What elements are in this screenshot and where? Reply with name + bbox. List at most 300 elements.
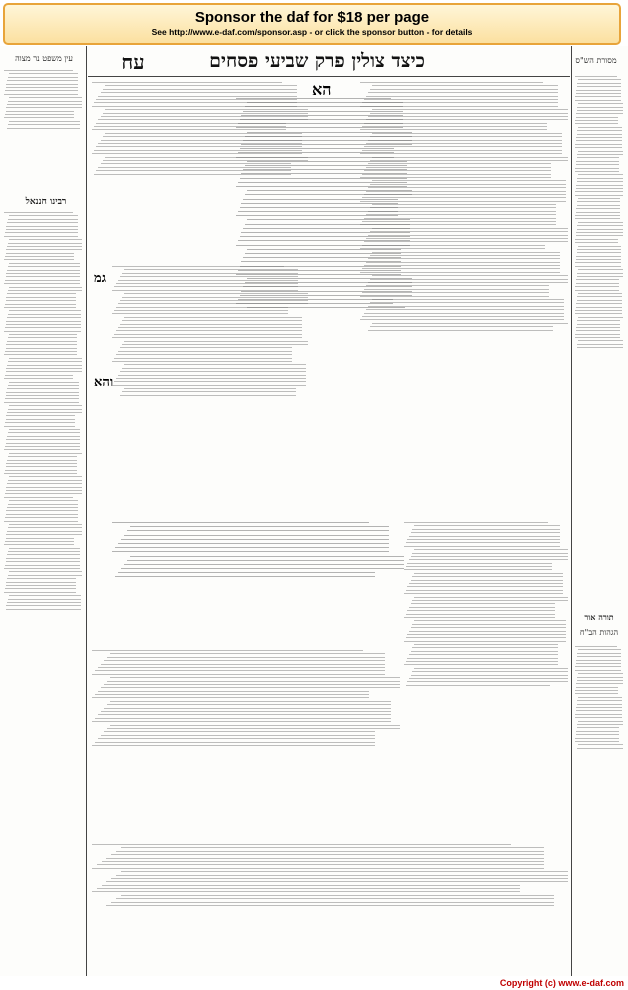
text-line (9, 500, 78, 501)
text-line (241, 203, 398, 204)
text-line (106, 881, 568, 882)
text-line (4, 117, 74, 118)
text-line (576, 93, 621, 94)
text-line (8, 599, 81, 600)
text-line (412, 647, 558, 648)
text-line (575, 738, 619, 739)
text-line (236, 157, 394, 158)
text-line (121, 871, 568, 872)
text-line (245, 165, 407, 166)
text-line (111, 854, 544, 855)
text-line (576, 683, 623, 684)
text-line (6, 276, 80, 277)
text-line (409, 583, 563, 584)
text-line (409, 607, 555, 608)
text-line (575, 646, 617, 647)
text-line (6, 344, 77, 345)
text-line (238, 299, 393, 300)
text-line (6, 300, 76, 301)
text-line (577, 296, 622, 297)
text-line (98, 96, 297, 97)
text-line (110, 653, 384, 654)
text-line (404, 641, 566, 642)
text-line (576, 687, 618, 688)
copyright-notice[interactable]: Copyright (c) www.e-daf.com (499, 978, 624, 988)
text-line (8, 124, 80, 125)
text-line (4, 378, 73, 379)
text-line (6, 392, 79, 393)
text-line (247, 219, 411, 220)
text-line (104, 660, 384, 661)
text-line (104, 684, 400, 685)
text-line (103, 89, 297, 90)
text-line (370, 89, 557, 90)
text-line (5, 114, 74, 115)
text-line (407, 586, 563, 587)
text-line (575, 337, 620, 338)
text-line (414, 620, 567, 621)
text-line (245, 253, 402, 254)
text-line (92, 674, 385, 675)
text-line (4, 259, 74, 260)
text-line (124, 564, 404, 565)
text-line (124, 535, 390, 536)
text-line (127, 530, 390, 531)
text-line (575, 191, 622, 192)
text-line (236, 274, 401, 275)
text-line (6, 371, 82, 372)
text-line (576, 307, 622, 308)
text-line (112, 522, 369, 523)
text-line (106, 905, 553, 906)
text-line (245, 194, 412, 195)
text-line (6, 84, 78, 85)
text-line (578, 151, 623, 152)
text-line (407, 563, 551, 564)
text-line (9, 97, 82, 98)
text-line (243, 286, 412, 287)
text-line (6, 253, 75, 254)
text-line (577, 181, 623, 182)
text-line (575, 96, 620, 97)
text-line (6, 561, 80, 562)
text-line (576, 256, 621, 257)
text-line (406, 661, 559, 662)
rashi-lower (404, 522, 568, 838)
text-line (4, 354, 77, 355)
text-line (575, 690, 618, 691)
text-line (406, 542, 560, 543)
text-line (576, 90, 620, 91)
text-line (9, 405, 82, 406)
text-line (110, 725, 400, 726)
text-line (6, 368, 82, 369)
sponsor-banner-subtitle[interactable]: See http://www.e-daf.com/sponsor.asp - or click the sponsor button - for details (151, 27, 473, 37)
text-line (575, 290, 619, 291)
text-line (9, 334, 78, 335)
text-line (577, 748, 622, 749)
text-line (104, 731, 375, 732)
text-line (578, 269, 623, 270)
text-line (577, 154, 623, 155)
text-line (5, 493, 82, 494)
text-line (578, 673, 623, 674)
text-line (4, 236, 78, 237)
text-line (247, 102, 404, 103)
text-line (243, 257, 401, 258)
text-line (575, 218, 620, 219)
text-line (7, 293, 76, 294)
gemara-wide-text (112, 522, 404, 644)
text-line (6, 348, 78, 349)
text-line (7, 578, 76, 579)
text-line (8, 385, 79, 386)
text-line (575, 100, 621, 101)
text-line (7, 507, 78, 508)
text-line (414, 597, 568, 598)
text-line (6, 558, 79, 559)
text-line (7, 246, 82, 247)
text-line (241, 144, 412, 145)
text-line (6, 273, 79, 274)
text-line (575, 262, 621, 263)
sponsor-banner-title: Sponsor the daf for $18 per page (194, 9, 430, 26)
text-line (243, 228, 410, 229)
text-line (577, 727, 619, 728)
text-line (8, 432, 81, 433)
text-line (360, 82, 543, 83)
text-line (414, 525, 560, 526)
text-line (92, 868, 544, 869)
text-line (6, 514, 79, 515)
text-line (575, 670, 621, 671)
text-line (105, 85, 297, 86)
text-line (111, 878, 568, 879)
text-line (575, 693, 618, 694)
text-line (411, 675, 568, 676)
text-line (121, 568, 404, 569)
text-line (6, 226, 78, 227)
text-line (406, 590, 563, 591)
text-line (7, 531, 82, 532)
text-line (236, 186, 407, 187)
text-line (101, 711, 391, 712)
hagahot-label: הגהות הב"ח (579, 628, 619, 637)
text-line (4, 212, 73, 213)
text-line (577, 252, 621, 253)
text-line (118, 572, 375, 573)
sponsor-banner[interactable] (3, 3, 621, 45)
text-line (5, 351, 78, 352)
text-line (8, 337, 77, 338)
text-line (6, 585, 76, 586)
text-line (118, 543, 390, 544)
margin-rule-left (86, 46, 87, 976)
text-line (101, 687, 400, 688)
text-line (5, 565, 80, 566)
text-line (4, 544, 74, 545)
text-line (102, 885, 521, 886)
text-line (238, 123, 403, 124)
text-line (236, 303, 393, 304)
text-line (240, 178, 407, 179)
text-line (101, 92, 298, 93)
text-line (130, 556, 404, 557)
rabbeinu-chananel-column (4, 212, 82, 972)
text-line (576, 185, 622, 186)
text-line (115, 547, 389, 548)
text-line (576, 710, 622, 711)
text-line (241, 115, 403, 116)
text-line (575, 76, 617, 77)
text-line (9, 215, 78, 216)
text-line (112, 551, 389, 552)
text-line (575, 310, 622, 311)
text-line (578, 649, 621, 650)
text-line (577, 205, 620, 206)
text-line (7, 365, 82, 366)
text-line (95, 718, 391, 719)
text-line (6, 466, 77, 467)
text-line (6, 419, 75, 420)
text-line (412, 624, 566, 625)
gemara-main-text (236, 98, 412, 518)
text-line (111, 902, 554, 903)
text-line (6, 582, 75, 583)
text-line (577, 344, 623, 345)
text-line (8, 504, 78, 505)
text-line (9, 287, 82, 288)
text-line (6, 538, 75, 539)
text-line (578, 246, 621, 247)
text-line (98, 738, 375, 739)
text-line (241, 232, 410, 233)
ein-mishpat-column (4, 70, 82, 190)
text-line (101, 664, 384, 665)
text-line (578, 744, 623, 745)
text-line (9, 453, 82, 454)
text-line (411, 603, 555, 604)
text-line (409, 536, 560, 537)
text-line (7, 222, 78, 223)
text-line (575, 717, 622, 718)
text-line (4, 449, 80, 450)
text-line (5, 375, 74, 376)
text-line (8, 314, 81, 315)
text-line (247, 307, 405, 308)
text-line (576, 117, 618, 118)
text-line (106, 858, 544, 859)
text-line (5, 588, 76, 589)
text-line (578, 103, 623, 104)
text-line (578, 721, 623, 722)
text-line (6, 490, 82, 491)
text-line (6, 321, 81, 322)
text-line (6, 534, 82, 535)
ein-mishpat-heading: עין משפט נר מצוה (15, 54, 73, 63)
text-line (101, 735, 375, 736)
text-line (115, 576, 375, 577)
text-line (8, 101, 82, 102)
text-line (577, 680, 623, 681)
text-line (6, 324, 82, 325)
commentary-footer (92, 844, 568, 970)
text-line (247, 132, 412, 133)
text-line (9, 571, 82, 572)
text-line (577, 130, 621, 131)
text-line (9, 263, 80, 264)
talmud-page-scan (0, 46, 628, 976)
text-line (407, 681, 568, 682)
text-line (407, 610, 555, 611)
text-line (577, 320, 619, 321)
text-line (411, 556, 568, 557)
text-line (5, 327, 81, 328)
text-line (578, 317, 623, 318)
hagahot-column (575, 646, 623, 846)
text-line (5, 422, 75, 423)
text-line (243, 111, 403, 112)
text-line (6, 510, 78, 511)
text-line (127, 560, 404, 561)
text-line (92, 82, 282, 83)
text-line (6, 443, 81, 444)
text-line (7, 436, 80, 437)
text-line (92, 721, 391, 722)
text-line (6, 395, 79, 396)
text-line (404, 593, 563, 594)
daf-number: עח (121, 50, 145, 74)
text-line (97, 864, 544, 865)
text-line (406, 637, 567, 638)
text-line (576, 137, 621, 138)
text-line (236, 215, 398, 216)
text-line (8, 219, 78, 220)
text-line (577, 110, 623, 111)
text-line (407, 658, 558, 659)
tosafot-bottom (92, 650, 400, 836)
text-line (576, 161, 619, 162)
text-line (107, 728, 400, 729)
text-line (575, 168, 619, 169)
text-line (98, 714, 391, 715)
text-line (578, 198, 620, 199)
text-line (578, 222, 623, 223)
text-line (404, 522, 548, 523)
text-line (404, 664, 558, 665)
text-line (576, 707, 621, 708)
text-line (4, 307, 76, 308)
text-line (8, 527, 82, 528)
text-line (8, 456, 77, 457)
text-line (9, 476, 82, 477)
section-word-gemara: גמ (94, 271, 106, 286)
text-line (576, 259, 621, 260)
text-line (5, 470, 77, 471)
text-line (407, 539, 560, 540)
margin-rule-right (571, 46, 572, 976)
text-line (6, 463, 76, 464)
text-line (575, 147, 622, 148)
text-line (236, 98, 391, 99)
text-line (577, 700, 621, 701)
text-line (7, 270, 80, 271)
text-line (6, 605, 81, 606)
text-line (576, 279, 618, 280)
text-line (7, 317, 81, 318)
text-line (577, 276, 623, 277)
text-line (577, 704, 622, 705)
text-line (92, 650, 363, 651)
text-line (9, 524, 82, 525)
text-line (4, 402, 79, 403)
text-line (404, 617, 555, 618)
text-line (5, 280, 80, 281)
text-line (110, 677, 400, 678)
text-line (5, 256, 74, 257)
text-line (107, 681, 400, 682)
text-line (236, 245, 410, 246)
text-line (576, 113, 623, 114)
text-line (577, 249, 621, 250)
text-line (95, 670, 385, 671)
text-line (247, 249, 402, 250)
text-line (414, 573, 563, 574)
text-line (368, 92, 557, 93)
torah-or-label: תורה אור (584, 612, 614, 622)
text-line (5, 541, 74, 542)
text-line (7, 128, 80, 129)
text-line (243, 199, 398, 200)
text-line (7, 483, 82, 484)
text-line (577, 134, 622, 135)
text-line (238, 152, 395, 153)
text-line (92, 697, 369, 698)
text-line (4, 94, 78, 95)
text-line (240, 266, 402, 267)
text-line (577, 201, 620, 202)
text-line (4, 568, 80, 569)
text-line (8, 266, 80, 267)
text-line (577, 653, 620, 654)
text-line (575, 714, 621, 715)
text-line (414, 549, 568, 550)
text-line (575, 242, 618, 243)
text-line (575, 120, 618, 121)
text-line (9, 382, 79, 383)
text-line (247, 161, 407, 162)
text-line (240, 207, 398, 208)
text-line (576, 660, 620, 661)
text-line (8, 77, 78, 78)
text-line (412, 671, 568, 672)
text-line (411, 580, 564, 581)
text-line (414, 668, 568, 669)
text-line (576, 188, 623, 189)
text-line (241, 291, 412, 292)
text-line (98, 667, 384, 668)
text-line (245, 282, 412, 283)
text-line (577, 324, 620, 325)
text-line (4, 283, 80, 284)
text-line (412, 600, 568, 601)
text-line (576, 731, 619, 732)
text-line (245, 224, 410, 225)
text-line (577, 300, 622, 301)
text-line (7, 412, 82, 413)
text-line (575, 215, 620, 216)
text-line (238, 211, 398, 212)
